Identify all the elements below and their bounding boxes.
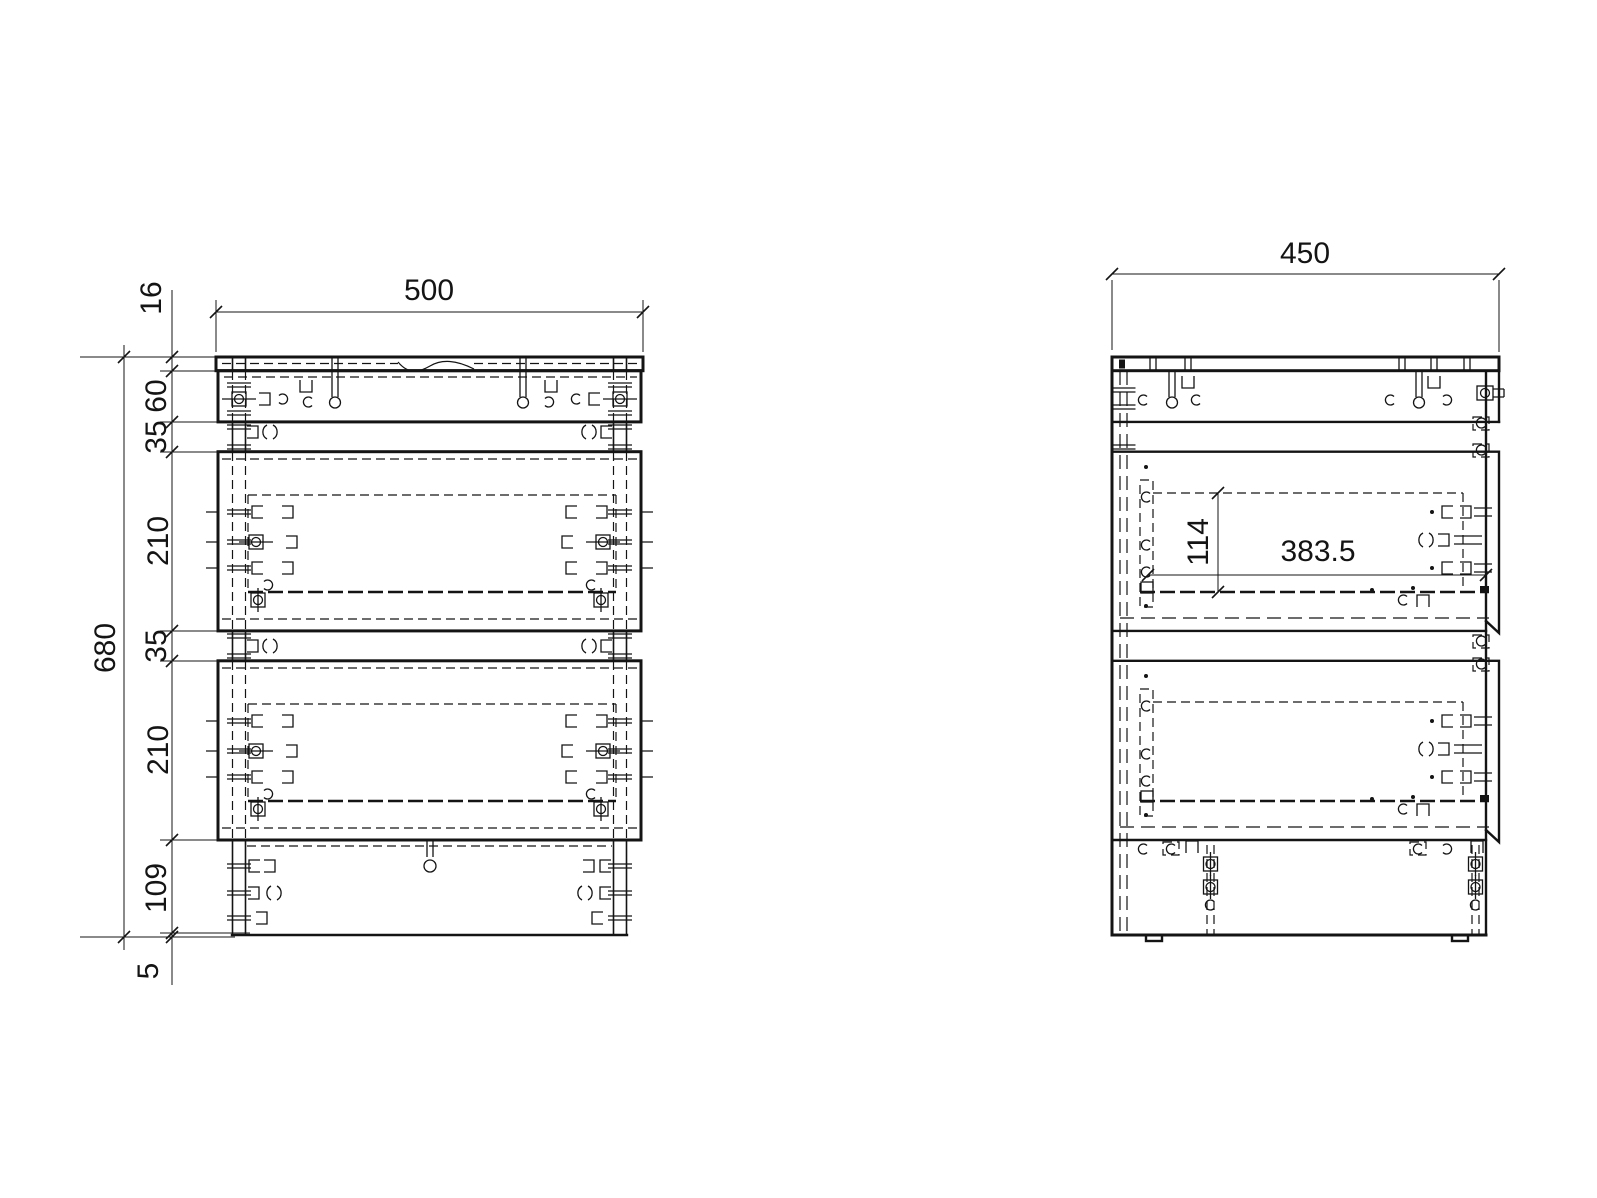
- front-hidden-lines: [222, 361, 637, 846]
- dim-front-total-height: 680: [89, 622, 122, 674]
- dim-side-depth: 450: [1279, 237, 1331, 270]
- dim-drawer-box-height: 114: [1182, 518, 1215, 566]
- dim-drawer-lower: 210: [142, 724, 175, 776]
- dim-base-height: 109: [140, 862, 173, 914]
- dim-drawer-upper: 210: [142, 515, 175, 567]
- side-dimensions: [1106, 237, 1505, 598]
- dim-front-width: 500: [403, 274, 455, 307]
- dim-top-thickness: 16: [135, 281, 168, 315]
- side-elevation-view: [1106, 237, 1505, 941]
- dim-gap-lower: 35: [140, 629, 173, 663]
- dim-gap-upper: 35: [140, 420, 173, 454]
- dim-foot-height: 5: [132, 962, 165, 980]
- dim-top-band: 60: [140, 379, 173, 413]
- front-legs: [233, 357, 627, 935]
- front-elevation-view: [80, 274, 653, 985]
- dim-drawer-depth: 383.5: [1280, 535, 1356, 568]
- front-outline: [216, 357, 643, 935]
- side-hidden-lines: [1120, 371, 1489, 935]
